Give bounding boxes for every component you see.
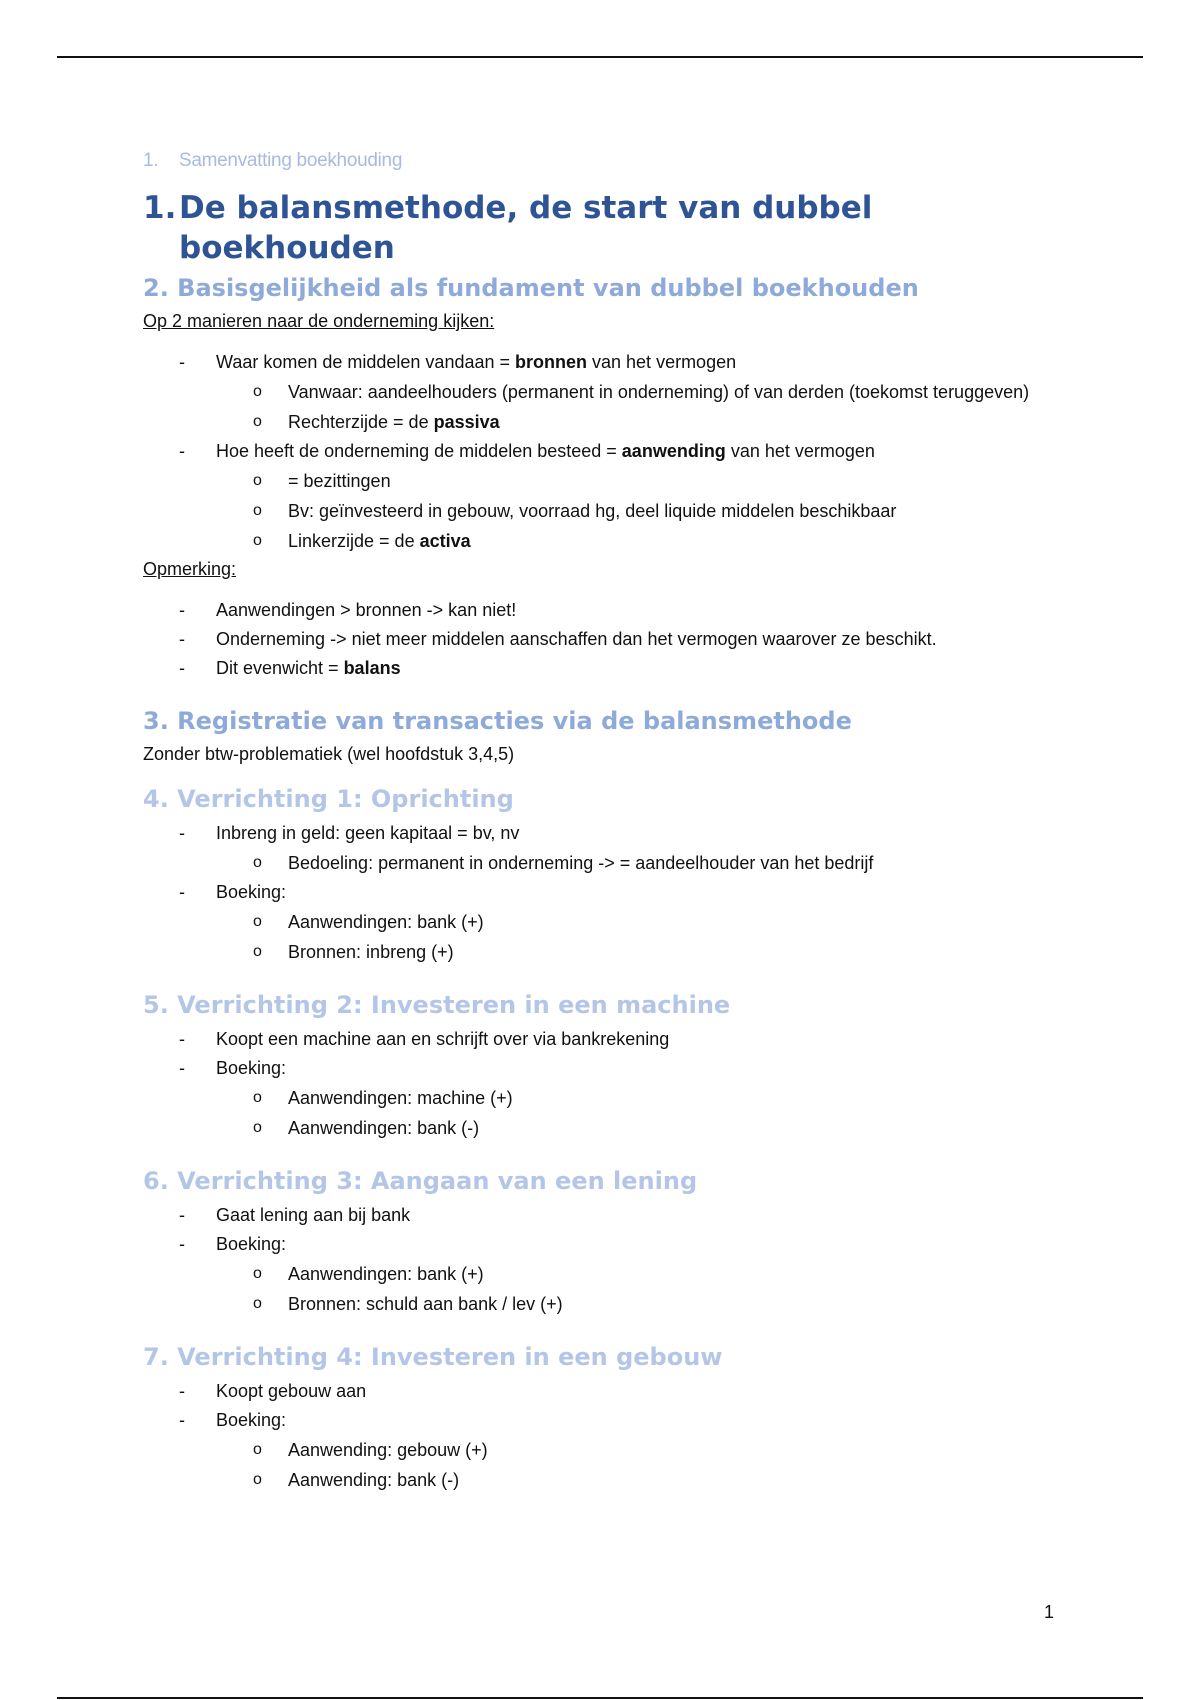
section-2-intro: Op 2 manieren naar de onderneming kijken:	[143, 311, 495, 331]
circle-bullet: o	[253, 913, 262, 930]
heading-1-number: 1.	[143, 190, 177, 226]
list-item	[143, 1406, 1073, 1495]
heading-section-2: 2. Basisgelijkheid als fundament van dubbel boekhouden	[143, 274, 919, 302]
sub-list-item	[143, 1289, 1073, 1319]
list-item	[143, 348, 1073, 437]
sub-list-item	[143, 907, 1073, 937]
dash-bullet: -	[179, 352, 185, 372]
bold-text: passiva	[433, 412, 500, 432]
list-item	[143, 1201, 1073, 1230]
dash-bullet: -	[179, 1234, 185, 1254]
text: Onderneming -> niet meer middelen aanschaffen dan het vermogen waarover ze beschikt.	[216, 629, 937, 649]
text: Aanwendingen: bank (+)	[288, 912, 484, 932]
list-item	[143, 654, 1073, 683]
dash-bullet: -	[179, 882, 185, 902]
sub-list-item	[143, 1435, 1073, 1465]
text: Koopt gebouw aan	[216, 1381, 367, 1401]
bold-text: aanwending	[621, 441, 726, 461]
text: = bezittingen	[288, 471, 391, 491]
dash-bullet: -	[179, 1381, 185, 1401]
sub-list-item	[143, 496, 1073, 526]
document-title-text: Samenvatting boekhouding	[179, 150, 403, 171]
section-7-list	[143, 1377, 1073, 1495]
text: Rechterzijde = de	[288, 412, 434, 432]
footer-rule	[57, 1697, 1143, 1699]
sub-list	[216, 1083, 1073, 1143]
text: van het vermogen	[725, 441, 875, 461]
dash-bullet: -	[179, 1410, 185, 1430]
text: Bv: geïnvesteerd in gebouw, voorraad hg, deel liquide middelen beschikbaar	[288, 501, 897, 521]
list-item	[143, 1230, 1073, 1319]
list-item	[143, 819, 1073, 878]
text: Aanwendingen > bronnen -> kan niet!	[216, 600, 517, 620]
text: Inbreng in geld: geen kapitaal = bv, nv	[216, 823, 520, 843]
sub-list-item	[143, 407, 1073, 437]
text: Aanwendingen: bank (+)	[288, 1264, 484, 1284]
remark-list	[143, 596, 1073, 683]
sub-list-item	[143, 466, 1073, 496]
heading-section-4: 4. Verrichting 1: Oprichting	[143, 785, 514, 813]
list-item	[143, 1377, 1073, 1406]
dash-bullet: -	[179, 629, 185, 649]
sub-list	[216, 907, 1073, 967]
sub-list-item	[143, 1113, 1073, 1143]
sub-list	[216, 377, 1073, 437]
circle-bullet: o	[253, 854, 262, 871]
header-rule	[57, 56, 1143, 58]
text: van het vermogen	[587, 352, 737, 372]
bold-text: bronnen	[515, 352, 588, 372]
text: Bedoeling: permanent in onderneming -> = aandeelhouder van het bedrijf	[288, 853, 874, 873]
list-item	[143, 878, 1073, 967]
dash-bullet: -	[179, 1205, 185, 1225]
circle-bullet: o	[253, 472, 262, 489]
document-title-number: 1.	[143, 150, 159, 171]
text: Aanwending: bank (-)	[288, 1470, 460, 1490]
sub-list-item	[143, 526, 1073, 556]
text: Waar komen de middelen vandaan =	[216, 352, 516, 372]
section-3-text: Zonder btw-problematiek (wel hoofdstuk 3,4,5)	[143, 744, 515, 764]
heading-section-5: 5. Verrichting 2: Investeren in een machine	[143, 991, 731, 1019]
text: Boeking:	[216, 1058, 287, 1078]
list-item	[143, 625, 1073, 654]
list-item	[143, 596, 1073, 625]
text: Koopt een machine aan en schrijft over via bankrekening	[216, 1029, 670, 1049]
circle-bullet: o	[253, 1295, 262, 1312]
sub-list-item	[143, 937, 1073, 967]
circle-bullet: o	[253, 943, 262, 960]
sub-list	[216, 1259, 1073, 1319]
text: Boeking:	[216, 882, 287, 902]
document-title	[143, 150, 1073, 172]
sub-list	[216, 848, 1073, 878]
text: Bronnen: schuld aan bank / lev (+)	[288, 1294, 563, 1314]
circle-bullet: o	[253, 1471, 262, 1488]
text: Linkerzijde = de	[288, 531, 420, 551]
section-5-list	[143, 1025, 1073, 1143]
list-item	[143, 1025, 1073, 1054]
heading-section-6: 6. Verrichting 3: Aangaan van een lening	[143, 1167, 698, 1195]
text: Aanwendingen: machine (+)	[288, 1088, 513, 1108]
heading-1-text: De balansmethode, de start van dubbel boekhouden	[179, 190, 873, 266]
dash-bullet: -	[179, 600, 185, 620]
bold-text: activa	[419, 531, 471, 551]
remark-label: Opmerking:	[143, 559, 237, 579]
circle-bullet: o	[253, 413, 262, 430]
heading-1	[143, 188, 1073, 268]
dash-bullet: -	[179, 1029, 185, 1049]
circle-bullet: o	[253, 1119, 262, 1136]
circle-bullet: o	[253, 1265, 262, 1282]
text: Boeking:	[216, 1410, 287, 1430]
section-6-list	[143, 1201, 1073, 1319]
text: Aanwending: gebouw (+)	[288, 1440, 488, 1460]
sub-list	[216, 466, 1073, 556]
heading-section-3: 3. Registratie van transacties via de balansmethode	[143, 707, 852, 735]
document-page	[143, 150, 1073, 1495]
text: Dit evenwicht =	[216, 658, 344, 678]
sub-list-item	[143, 1259, 1073, 1289]
sub-list-item	[143, 1465, 1073, 1495]
text: Gaat lening aan bij bank	[216, 1205, 411, 1225]
section-2-list	[143, 348, 1073, 556]
text: Hoe heeft de onderneming de middelen besteed =	[216, 441, 622, 461]
page-number: 1	[1044, 1602, 1055, 1622]
dash-bullet: -	[179, 1058, 185, 1078]
section-4-list	[143, 819, 1073, 967]
dash-bullet: -	[179, 658, 185, 678]
sub-list	[216, 1435, 1073, 1495]
circle-bullet: o	[253, 383, 262, 400]
sub-list-item	[143, 848, 1073, 878]
circle-bullet: o	[253, 502, 262, 519]
heading-section-7: 7. Verrichting 4: Investeren in een gebouw	[143, 1343, 723, 1371]
circle-bullet: o	[253, 1441, 262, 1458]
circle-bullet: o	[253, 1089, 262, 1106]
dash-bullet: -	[179, 441, 185, 461]
text: Vanwaar: aandeelhouders (permanent in onderneming) of van derden (toekomst teruggeven)	[288, 382, 1030, 402]
text: Aanwendingen: bank (-)	[288, 1118, 480, 1138]
circle-bullet: o	[253, 532, 262, 549]
text: Bronnen: inbreng (+)	[288, 942, 454, 962]
bold-text: balans	[343, 658, 401, 678]
list-item	[143, 1054, 1073, 1143]
list-item	[143, 437, 1073, 556]
dash-bullet: -	[179, 823, 185, 843]
sub-list-item	[143, 377, 1073, 407]
sub-list-item	[143, 1083, 1073, 1113]
text: Boeking:	[216, 1234, 287, 1254]
